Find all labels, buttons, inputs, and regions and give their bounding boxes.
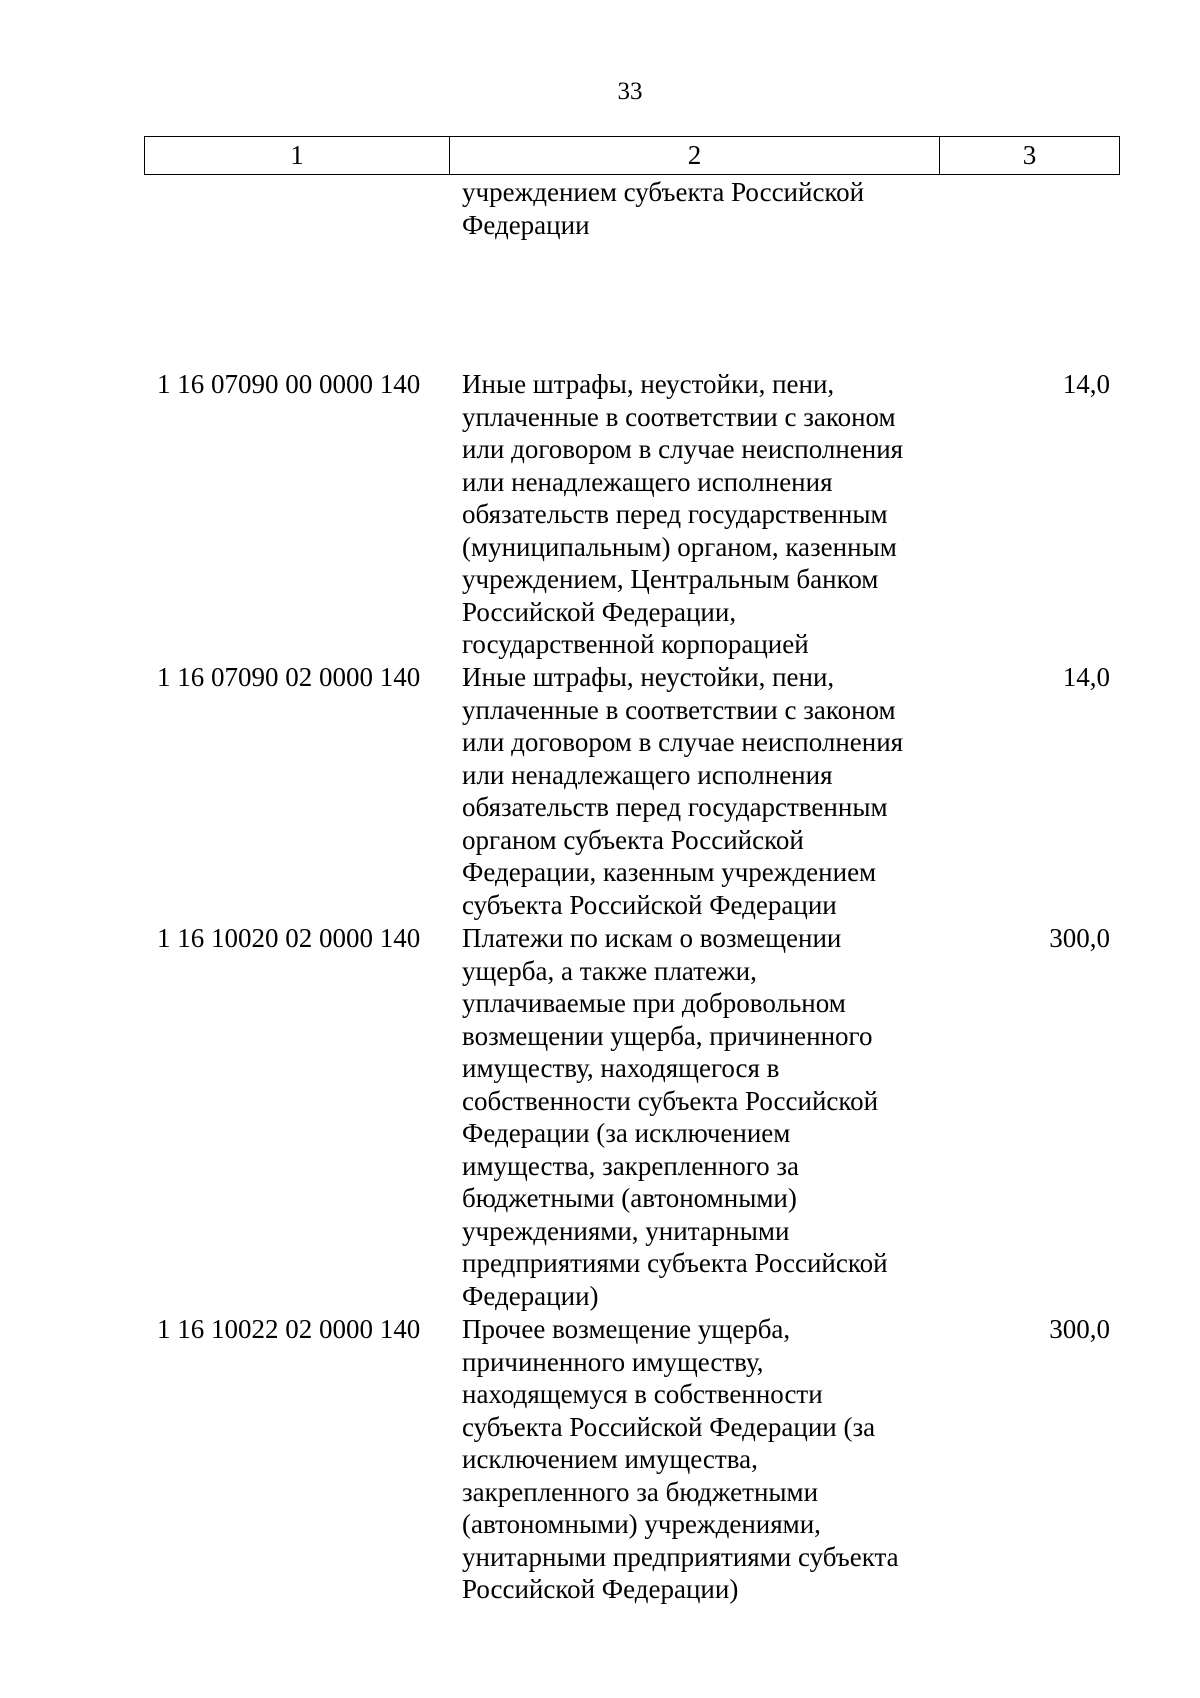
column-header-3: 3 bbox=[940, 137, 1120, 175]
row-name: Платежи по искам о возмещении ущерба, а также платежи, уплачиваемые при добровольном возмещении ущерба, причиненного имуществу, находящегося в собственности субъекта Российской Федерации (за исключением имущества, закрепленного за бюджетными (автономными) учреждениями, унитарными предприятиями субъекта Российской Федерации) bbox=[462, 923, 888, 1311]
column-header-row bbox=[145, 137, 1120, 175]
row-code: 1 16 10022 02 0000 140 bbox=[157, 1314, 421, 1344]
row-value: 14,0 bbox=[1062, 369, 1110, 399]
row-value: 300,0 bbox=[1049, 1314, 1110, 1344]
column-header-2: 2 bbox=[450, 137, 940, 175]
row-code: 1 16 10020 02 0000 140 bbox=[157, 923, 421, 953]
column-header-table bbox=[144, 136, 1120, 175]
continuation-text: учреждением субъекта Российской Федерации bbox=[462, 177, 865, 240]
row-name: Прочее возмещение ущерба, причиненного имуществу, находящемуся в собственности субъекта Российской Федерации (за исключением имущества, закрепленного за бюджетными (автономными) учреждениями, унитарными предприятиями субъекта Российской Федерации) bbox=[462, 1314, 899, 1604]
row-value: 300,0 bbox=[1049, 923, 1110, 953]
row-value: 14,0 bbox=[1062, 662, 1110, 692]
column-header-1: 1 bbox=[145, 137, 450, 175]
row-code: 1 16 07090 00 0000 140 bbox=[157, 369, 421, 399]
page-number: 33 bbox=[617, 78, 643, 105]
row-name: Иные штрафы, неустойки, пени, уплаченные в соответствии с законом или договором в случае неисполнения или ненадлежащего исполнения обязательств перед государственным органом субъекта Российской Федерации, казенным учреждением субъекта Российской Федерации bbox=[462, 662, 904, 920]
row-name: Иные штрафы, неустойки, пени, уплаченные в соответствии с законом или договором в случае неисполнения или ненадлежащего исполнения обязательств перед государственным (муниципальным) органом, казенным учреждением, Центральным банком Российской Федерации, государственной корпорацией bbox=[462, 369, 904, 659]
row-code: 1 16 07090 02 0000 140 bbox=[157, 662, 421, 692]
